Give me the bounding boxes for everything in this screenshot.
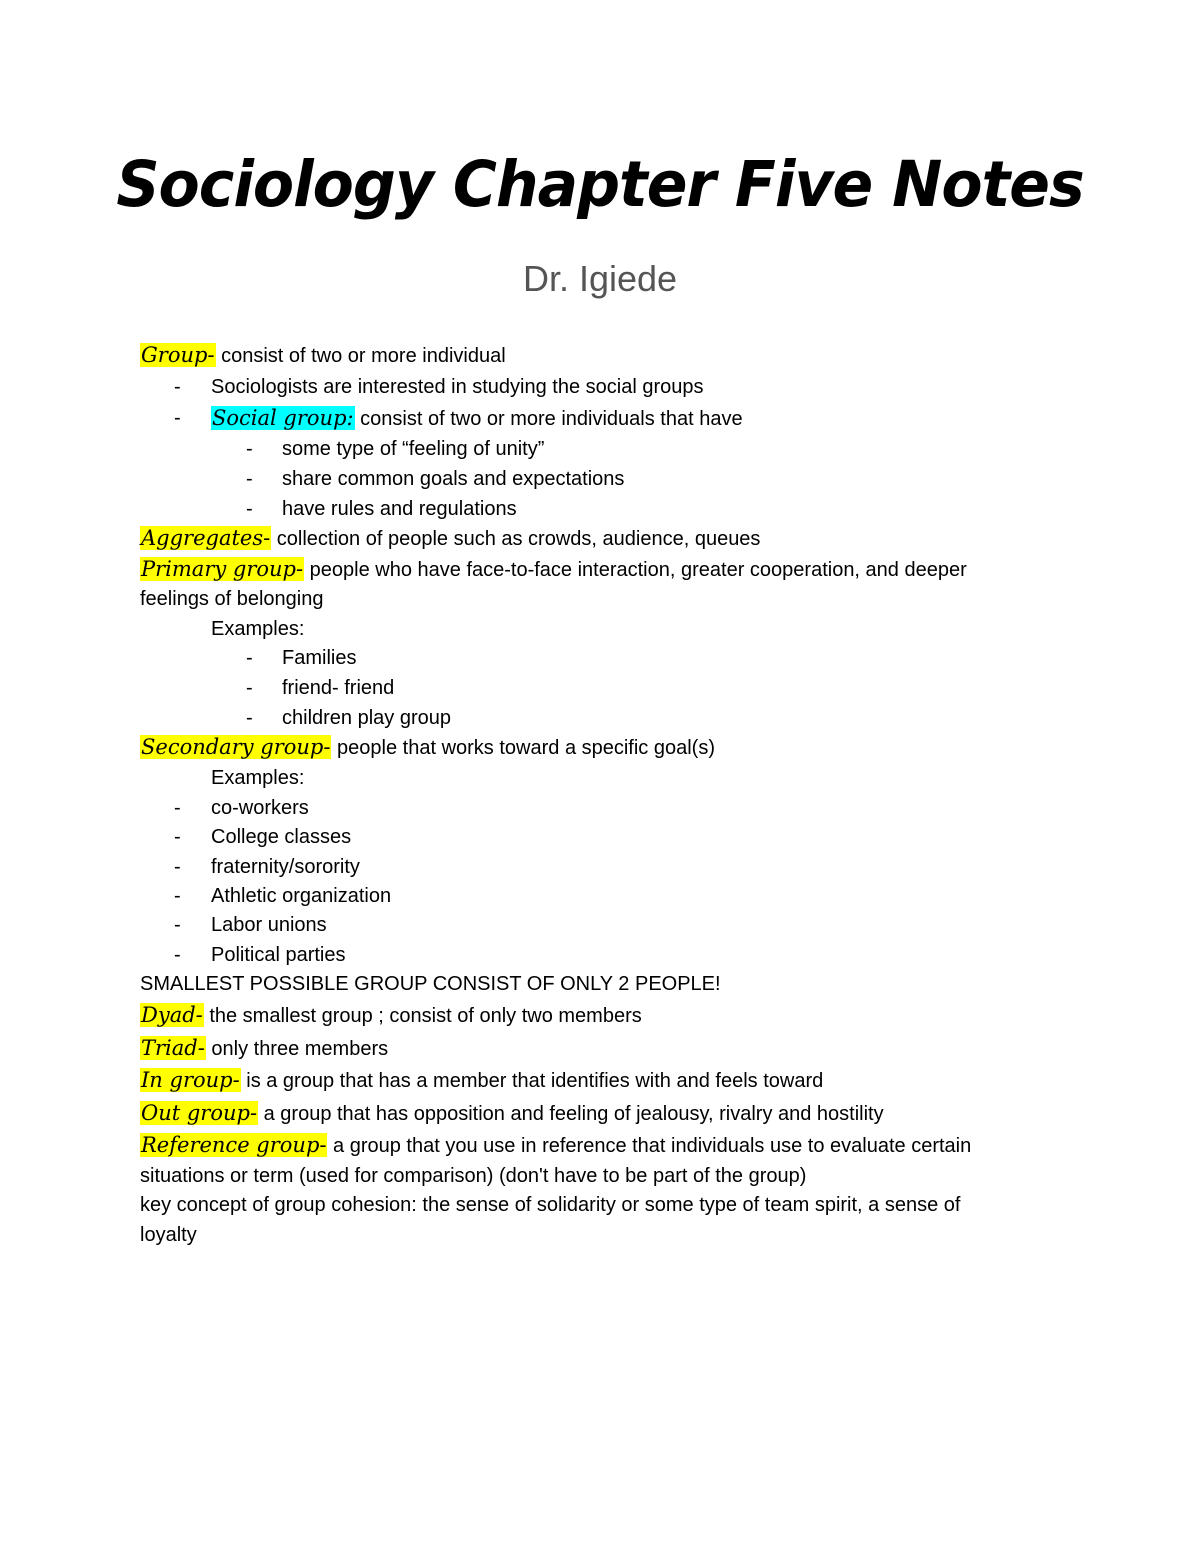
example-friend xyxy=(246,676,395,700)
def-primary-group: people who have face-to-face interaction, greater cooperation, and deeper xyxy=(304,559,967,581)
bullet-text: children play group xyxy=(282,707,451,729)
def-out-group: a group that has opposition and feeling of jealousy, rivalry and hostility xyxy=(258,1103,884,1125)
line-smallest-group: SMALLEST POSSIBLE GROUP CONSIST OF ONLY 2 PEOPLE! xyxy=(140,973,721,995)
term-dyad: Dyad- xyxy=(141,1003,203,1027)
examples-label-primary: Examples: xyxy=(211,618,305,640)
term-primary-group: Primary group- xyxy=(141,557,304,581)
document-title: Sociology Chapter Five Notes xyxy=(116,148,1084,222)
def-dyad: the smallest group ; consist of only two members xyxy=(203,1005,642,1027)
def-triad: only three members xyxy=(205,1038,389,1060)
line-aggregates xyxy=(140,526,760,551)
term-aggregates: Aggregates- xyxy=(141,526,271,550)
example-fraternity xyxy=(174,855,360,879)
line-dyad xyxy=(140,1003,642,1028)
line-out-group xyxy=(140,1101,884,1126)
example-college xyxy=(174,825,352,849)
term-secondary-group: Secondary group- xyxy=(141,735,331,759)
subbullet-goals xyxy=(246,467,625,491)
line-cohesion: key concept of group cohesion: the sense of solidarity or some type of team spirit, a sense of xyxy=(140,1194,961,1216)
bullet-text: friend- friend xyxy=(282,677,395,699)
line-group xyxy=(140,343,506,368)
bullet-text: co-workers xyxy=(211,797,309,819)
bullet-dash: - xyxy=(246,677,253,699)
line-in-group xyxy=(140,1068,823,1093)
example-political xyxy=(174,943,346,967)
def-in-group: is a group that has a member that identifies with and feels toward xyxy=(240,1070,824,1092)
subbullet-unity xyxy=(246,437,545,461)
bullet-text: have rules and regulations xyxy=(282,498,517,520)
bullet-dash: - xyxy=(174,407,181,429)
bullet-dash: - xyxy=(246,438,253,460)
bullet-dash: - xyxy=(246,647,253,669)
def-social-group: consist of two or more individuals that have xyxy=(354,408,743,430)
subbullet-rules xyxy=(246,497,517,521)
line-primary-group-cont: feelings of belonging xyxy=(140,588,324,610)
bullet-text: Athletic organization xyxy=(211,885,392,907)
def-aggregates: collection of people such as crowds, audience, queues xyxy=(271,528,761,550)
line-primary-group xyxy=(140,557,967,582)
example-children xyxy=(246,706,451,730)
bullet-text: share common goals and expectations xyxy=(282,468,625,490)
bullet-text: Families xyxy=(282,647,357,669)
term-reference-group: Reference group- xyxy=(141,1133,327,1157)
term-group: Group- xyxy=(141,343,215,367)
term-in-group: In group- xyxy=(141,1068,240,1092)
bullet-dash: - xyxy=(174,914,181,936)
def-secondary-group: people that works toward a specific goal(s) xyxy=(331,737,715,759)
bullet-dash: - xyxy=(174,376,181,398)
bullet-dash: - xyxy=(174,826,181,848)
line-secondary-group xyxy=(140,735,715,760)
examples-label-secondary: Examples: xyxy=(211,767,305,789)
bullet-text: fraternity/sorority xyxy=(211,856,360,878)
bullet-dash: - xyxy=(174,885,181,907)
bullet-text: Sociologists are interested in studying the social groups xyxy=(211,376,704,398)
line-triad xyxy=(140,1036,388,1061)
line-reference-group xyxy=(140,1133,971,1158)
term-out-group: Out group- xyxy=(141,1101,258,1125)
term-triad: Triad- xyxy=(141,1036,205,1060)
example-families xyxy=(246,646,357,670)
bullet-dash: - xyxy=(174,797,181,819)
example-coworkers xyxy=(174,796,309,820)
document-author: Dr. Igiede xyxy=(522,258,678,299)
term-social-group: Social group: xyxy=(212,406,354,430)
bullet-dash: - xyxy=(246,707,253,729)
bullet-sociologists xyxy=(174,375,704,399)
bullet-dash: - xyxy=(174,944,181,966)
line-reference-group-cont: situations or term (used for comparison) (don't have to be part of the group) xyxy=(140,1165,807,1187)
def-group: consist of two or more individual xyxy=(215,345,506,367)
bullet-dash: - xyxy=(246,498,253,520)
bullet-text: Political parties xyxy=(211,944,346,966)
bullet-social-group xyxy=(174,406,743,431)
bullet-text: Labor unions xyxy=(211,914,327,936)
example-labor xyxy=(174,913,327,937)
bullet-text: College classes xyxy=(211,826,352,848)
example-athletic xyxy=(174,884,392,908)
def-reference-group: a group that you use in reference that individuals use to evaluate certain xyxy=(327,1135,972,1157)
bullet-text: some type of “feeling of unity” xyxy=(282,438,545,460)
bullet-dash: - xyxy=(246,468,253,490)
bullet-dash: - xyxy=(174,856,181,878)
line-cohesion-cont: loyalty xyxy=(140,1224,197,1246)
